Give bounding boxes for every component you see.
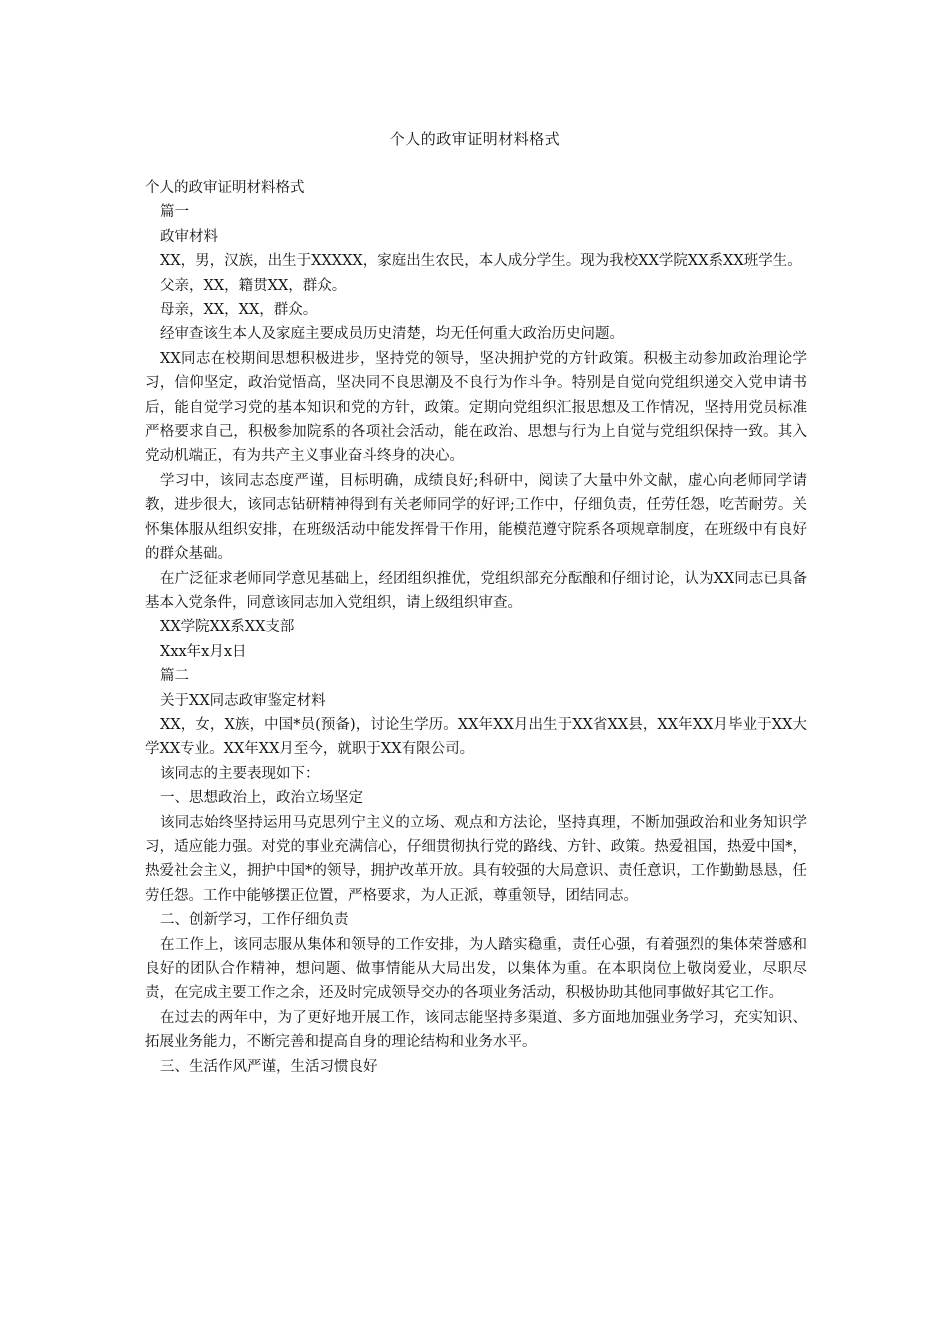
paragraph: 关于XX同志政审鉴定材料: [160, 692, 326, 709]
paragraph: XX，女，X族，中国*员(预备)，讨论生学历。XX年XX月出生于XX省XX县，XX年XX月毕业于XX大学XX专业。XX年XX月至今，就职于XX有限公司。: [145, 716, 807, 758]
paragraph: 个人的政审证明材料格式: [145, 180, 305, 196]
paragraph: XX，男，汉族，出生于XXXXX，家庭出生农民，本人成分学生。现为我校XX学院XX系XX班学生。: [160, 253, 802, 270]
paragraph: 该同志的主要表现如下：: [160, 765, 320, 782]
paragraph: 篇二: [160, 668, 189, 685]
paragraph: 政审材料: [160, 228, 218, 245]
paragraph: 二、创新学习，工作仔细负责: [160, 912, 349, 929]
paragraph: 在过去的两年中，为了更好地开展工作，该同志能坚持多渠道、多方面地加强业务学习，充实知识、拓展业务能力，不断完善和提高自身的理论结构和业务水平。: [145, 1009, 807, 1051]
paragraph: Xxx年x月x日: [160, 643, 247, 660]
paragraph: 在广泛征求老师同学意见基础上，经团组织推优，党组织部充分酝酿和仔细讨论，认为XX同志已具备基本入党条件，同意该同志加入党组织，请上级组织审查。: [145, 570, 807, 611]
paragraph: 三、生活作风严谨，生活习惯良好: [160, 1058, 378, 1075]
paragraph: 经审查该生本人及家庭主要成员历史清楚，均无任何重大政治历史问题。: [160, 326, 624, 343]
document-body: [145, 176, 807, 1079]
paragraph: 在工作上，该同志服从集体和领导的工作安排，为人踏实稳重，责任心强，有着强烈的集体荣誉感和良好的团队合作精神，想问题、做事情能从大局出发，以集体为重。在本职岗位上敬岗爱业，尽职尽责，在完成主要工作之余，还及时完成领导交办的各项业务活动，积极协助其他同事做好其它工作。: [145, 936, 807, 1002]
paragraph: 父亲，XX，籍贯XX，群众。: [160, 277, 347, 294]
paragraph: XX同志在校期间思想积极进步，坚持党的领导，坚决拥护党的方针政策。积极主动参加政治理论学习，信仰坚定，政治觉悟高，坚决同不良思潮及不良行为作斗争。特别是自觉向党组织递交入党申请书后，能自觉学习党的基本知识和党的方针，政策。定期向党组织汇报思想及工作情况，坚持用党员标准严格要求自己，积极参加院系的各项社会活动，能在政治、思想与行为上自觉与党组织保持一致。其入党动机端正，有为共产主义事业奋斗终身的决心。: [145, 350, 807, 465]
paragraph: 篇一: [160, 204, 189, 221]
paragraph: 该同志始终坚持运用马克思列宁主义的立场、观点和方法论，坚持真理，不断加强政治和业务知识学习，适应能力强。对党的事业充满信心，仔细贯彻执行党的路线、方针、政策。热爱祖国，热爱中国*，热爱社会主义，拥护中国*的领导，拥护改革开放。具有较强的大局意识、责任意识，工作勤勤恳恳，任劳任怨。工作中能够摆正位置，严格要求，为人正派，尊重领导，团结同志。: [145, 814, 807, 904]
paragraph: 母亲，XX，XX，群众。: [160, 302, 318, 319]
paragraph: XX学院XX系XX支部: [160, 619, 295, 636]
paragraph: 一、思想政治上，政治立场坚定: [160, 790, 363, 807]
paragraph: 学习中，该同志态度严谨，目标明确，成绩良好;科研中，阅读了大量中外文献，虚心向老师同学请教，进步很大，该同志钻研精神得到有关老师同学的好评;工作中，仔细负责，任劳任怨，吃苦耐劳。关怀集体服从组织安排，在班级活动中能发挥骨干作用，能模范遵守院系各项规章制度，在班级中有良好的群众基础。: [145, 472, 807, 563]
page-title: 个人的政审证明材料格式: [389, 130, 561, 148]
